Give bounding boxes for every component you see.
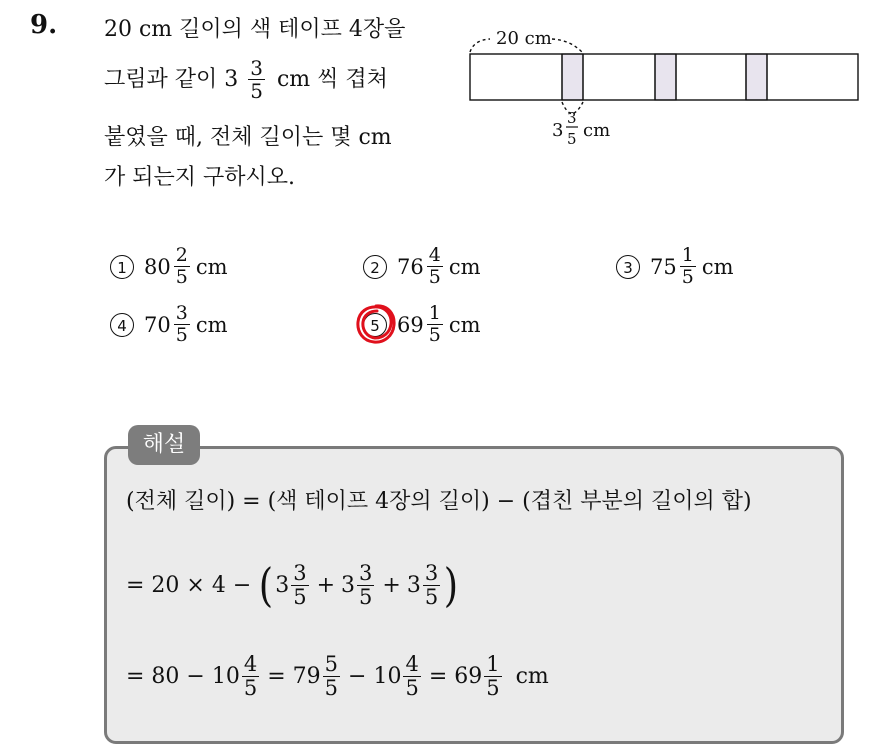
fraction-denominator: 5 xyxy=(428,266,441,288)
tape-length-label: 20 cm xyxy=(496,28,552,49)
fraction-numerator: 3 xyxy=(359,560,373,585)
fraction-denominator: 5 xyxy=(324,676,339,700)
right-paren: ) xyxy=(444,558,459,612)
fraction-denominator: 5 xyxy=(424,584,439,609)
choice-fraction xyxy=(680,246,696,287)
choice-fraction xyxy=(427,246,443,287)
choice-unit: cm xyxy=(448,312,481,337)
choice-unit: cm xyxy=(195,254,228,279)
fraction-numerator: 4 xyxy=(243,652,258,676)
expr-fraction xyxy=(403,654,420,699)
choice-whole: 76 xyxy=(397,254,424,279)
top-brace-left xyxy=(470,39,490,52)
fraction-numerator: 3 xyxy=(175,302,188,324)
overlap-region-1 xyxy=(562,54,583,100)
choice-mark: 5 xyxy=(363,313,387,337)
expr-part: − 10 xyxy=(348,664,402,689)
choice-2[interactable] xyxy=(363,246,481,287)
choice-unit: cm xyxy=(448,254,481,279)
overlap-whole: 3 xyxy=(552,120,564,141)
expr-part: = 69 xyxy=(428,664,483,689)
question-line-4: 가 되는지 구하시오. xyxy=(104,165,295,190)
top-brace-right xyxy=(552,39,582,52)
choice-whole: 70 xyxy=(144,312,171,337)
plus-sign: + xyxy=(316,572,336,598)
term-whole: 3 xyxy=(341,572,356,598)
overlap-unit: cm xyxy=(583,120,611,141)
choice-3[interactable] xyxy=(616,246,734,287)
overlap-region-2 xyxy=(655,54,676,100)
overlap-region-3 xyxy=(746,54,767,100)
fraction-numerator: 3 xyxy=(293,560,307,585)
choice-fraction xyxy=(174,246,190,287)
choice-mark: 1 xyxy=(110,255,134,279)
fraction-denominator: 5 xyxy=(175,266,188,288)
fraction-denominator: 5 xyxy=(428,324,441,346)
fraction-denominator: 5 xyxy=(293,584,307,609)
explanation-line-1: (전체 길이) = (색 테이프 4장의 길이) − (겹친 부분의 길이의 합) xyxy=(126,489,752,514)
question-line-2 xyxy=(104,58,388,101)
overlap-denominator: 5 xyxy=(567,130,577,148)
fraction-numerator: 4 xyxy=(428,244,441,266)
fraction-denominator: 5 xyxy=(359,584,373,609)
choice-mark: 3 xyxy=(616,255,640,279)
choice-whole: 75 xyxy=(650,254,677,279)
question-line-3: 붙였을 때, 전체 길이는 몇 cm xyxy=(104,125,392,150)
expr-part: = 79 xyxy=(267,664,321,689)
question-line-2-pre: 그림과 같이 3 xyxy=(104,66,239,92)
tape-figure xyxy=(460,18,870,158)
fraction-numerator: 1 xyxy=(428,302,441,324)
fraction-numerator: 1 xyxy=(486,652,500,676)
fraction-numerator: 3 xyxy=(250,56,263,80)
expr-fraction xyxy=(484,654,501,699)
question-overlap-fraction xyxy=(248,58,265,101)
fraction-denominator: 5 xyxy=(681,266,694,288)
answer-unit: cm xyxy=(515,664,549,689)
choice-whole: 80 xyxy=(144,254,171,279)
fraction-denominator: 5 xyxy=(405,676,419,700)
term-whole: 3 xyxy=(406,572,421,598)
expr-part: = 80 − 10 xyxy=(126,664,240,689)
fraction-numerator: 1 xyxy=(681,244,694,266)
explanation-line-3 xyxy=(126,654,549,699)
choice-whole: 69 xyxy=(397,312,424,337)
choice-mark: 2 xyxy=(363,255,387,279)
fraction-denominator: 5 xyxy=(486,676,500,700)
answer-circle-mark xyxy=(352,300,400,348)
term-whole: 3 xyxy=(275,572,290,598)
overlap-numerator: 3 xyxy=(567,109,577,127)
term-fraction xyxy=(423,560,440,609)
expr-prefix: = 20 × 4 − xyxy=(126,572,252,598)
choice-fraction xyxy=(174,304,190,345)
expr-fraction xyxy=(323,654,340,699)
question-number: 9. xyxy=(30,10,58,40)
term-fraction xyxy=(357,560,374,609)
fraction-numerator: 5 xyxy=(324,652,339,676)
question-line-2-post: cm 씩 겹쳐 xyxy=(276,66,388,92)
explanation-line-2 xyxy=(126,558,460,612)
expr-fraction xyxy=(242,654,259,699)
choice-unit: cm xyxy=(701,254,734,279)
fraction-numerator: 3 xyxy=(424,560,439,585)
choice-fraction xyxy=(427,304,443,345)
plus-sign: + xyxy=(382,572,401,598)
choice-unit: cm xyxy=(195,312,228,337)
fraction-numerator: 2 xyxy=(175,244,188,266)
explanation-label: 해설 xyxy=(128,425,200,465)
choice-mark: 4 xyxy=(110,313,134,337)
question-line-1: 20 cm 길이의 색 테이프 4장을 xyxy=(104,17,406,42)
fraction-denominator: 5 xyxy=(243,676,258,700)
choice-1[interactable] xyxy=(110,246,228,287)
left-paren: ( xyxy=(259,558,274,612)
fraction-denominator: 5 xyxy=(250,79,263,103)
term-fraction xyxy=(291,560,308,609)
answer-circle-stroke xyxy=(358,306,394,342)
fraction-denominator: 5 xyxy=(175,324,188,346)
fraction-numerator: 4 xyxy=(405,652,419,676)
choice-4[interactable] xyxy=(110,304,228,345)
